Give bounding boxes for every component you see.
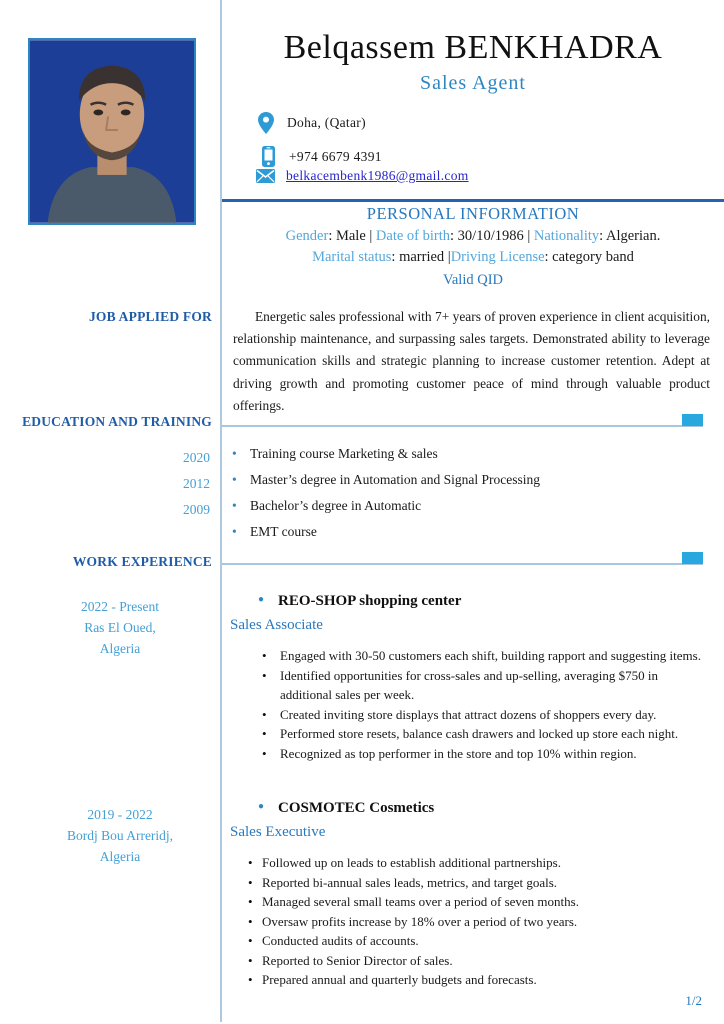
- location-text: Doha, (Qatar): [287, 115, 366, 130]
- personal-info-line-1: [222, 228, 724, 245]
- gender-label: Gender: [285, 228, 329, 244]
- candidate-name: Belqassem BENKHADRA: [283, 29, 663, 66]
- job1-bullet: • Recognized as top performer in the store and top 10% within region.: [262, 744, 710, 764]
- job2-bullet-list: [248, 853, 710, 990]
- job2-role: Sales Executive: [230, 824, 326, 840]
- nationality-label: Nationality: [533, 228, 600, 244]
- job1-company: ● REO-SHOP shopping center: [258, 593, 461, 610]
- job1-location-line1: Ras El Oued,: [84, 620, 156, 635]
- education-item: • Training course Marketing & sales: [232, 441, 702, 467]
- job1-bullet: • Created inviting store displays that attract dozens of shoppers every day.: [262, 705, 710, 725]
- job2-dates: 2019 - 2022: [87, 807, 153, 822]
- job1-location-line2: Algeria: [99, 641, 141, 656]
- education-item: • Master’s degree in Automation and Signal Processing: [232, 467, 702, 493]
- phone-text: +974 6679 4391: [289, 148, 382, 164]
- profile-photo-illustration: [30, 40, 194, 223]
- job2-location-line2: Algeria: [99, 849, 141, 864]
- candidate-job-title: Sales Agent: [420, 72, 526, 94]
- job1-bullet: • Identified opportunities for cross-sales and up-selling, averaging $750 in additional sales per week.: [262, 666, 710, 705]
- license-value: : category band: [544, 249, 634, 265]
- contact-email-row: [254, 168, 469, 184]
- education-years: [0, 445, 210, 523]
- email-link[interactable]: belkacembenk1986@gmail.com: [286, 168, 469, 183]
- job1-role: Sales Associate: [230, 617, 323, 633]
- section-heading-education: EDUCATION AND TRAINING: [22, 414, 212, 429]
- vertical-divider: [220, 0, 222, 1022]
- job2-bullet: • Reported to Senior Director of sales.: [248, 951, 710, 971]
- job2-bullet: • Prepared annual and quarterly budgets and forecasts.: [248, 970, 710, 990]
- professional-summary: Energetic sales professional with 7+ years of proven experience in client acquisition, relationship maintenance, and surpassing sales targets. Demonstrated ability to leverage communication skills and strategic planning to increase customer retention. Adept at driving growth and promoting customer peace of mind through valuable product offerings.: [233, 309, 710, 413]
- education-section-square: [682, 414, 703, 426]
- work-section-rule: [222, 563, 703, 565]
- dob-value: : 30/10/1986 |: [450, 228, 534, 244]
- personal-information-heading: PERSONAL INFORMATION: [366, 204, 580, 223]
- marital-value: : married |: [391, 249, 451, 265]
- job2-bullet: • Conducted audits of accounts.: [248, 931, 710, 951]
- contact-phone-row: [257, 146, 382, 167]
- work-section-square: [682, 552, 703, 564]
- section-heading-job-applied-for: JOB APPLIED FOR: [88, 309, 212, 324]
- header-separator-rule: [222, 199, 724, 202]
- education-year: 2009: [183, 502, 210, 517]
- job2-bullet: • Followed up on leads to establish additional partnerships.: [248, 853, 710, 873]
- gender-value: : Male |: [328, 228, 376, 244]
- job1-bullet: • Engaged with 30-50 customers each shift, building rapport and suggesting items.: [262, 646, 710, 666]
- job1-dates: 2022 - Present: [81, 599, 159, 614]
- education-item: • Bachelor’s degree in Automatic: [232, 493, 702, 519]
- personal-info-line-2: [222, 249, 724, 266]
- marital-label: Marital status: [312, 249, 392, 265]
- education-list: [232, 441, 702, 545]
- map-pin-icon: [255, 112, 277, 134]
- contact-location-row: [255, 112, 366, 134]
- job2-bullet: • Oversaw profits increase by 18% over a period of two years.: [248, 912, 710, 932]
- education-year: 2020: [183, 450, 210, 465]
- job1-bullet-list: [262, 646, 710, 763]
- education-year: 2012: [183, 476, 210, 491]
- education-section-rule: [222, 425, 703, 427]
- page-number: 1/2: [685, 993, 702, 1008]
- envelope-icon: [254, 169, 276, 183]
- job2-dates-location: [30, 804, 210, 867]
- dob-label: Date of birth: [375, 228, 451, 244]
- license-label: Driving License: [450, 249, 545, 265]
- job1-bullet: • Performed store resets, balance cash drawers and locked up store each night.: [262, 724, 710, 744]
- job2-bullet: • Managed several small teams over a period of seven months.: [248, 892, 710, 912]
- job2-company: ● COSMOTEC Cosmetics: [258, 800, 434, 817]
- nationality-value: : Algerian.: [599, 228, 661, 244]
- section-heading-work-experience: WORK EXPERIENCE: [72, 554, 212, 569]
- education-item: • EMT course: [232, 519, 702, 545]
- valid-qid-text: Valid QID: [442, 272, 503, 288]
- job2-bullet: • Reported bi-annual sales leads, metrics, and target goals.: [248, 873, 710, 893]
- job1-dates-location: [30, 596, 210, 659]
- job2-location-line1: Bordj Bou Arreridj,: [66, 828, 174, 843]
- mobile-phone-icon: [257, 146, 279, 167]
- profile-photo: [28, 38, 196, 225]
